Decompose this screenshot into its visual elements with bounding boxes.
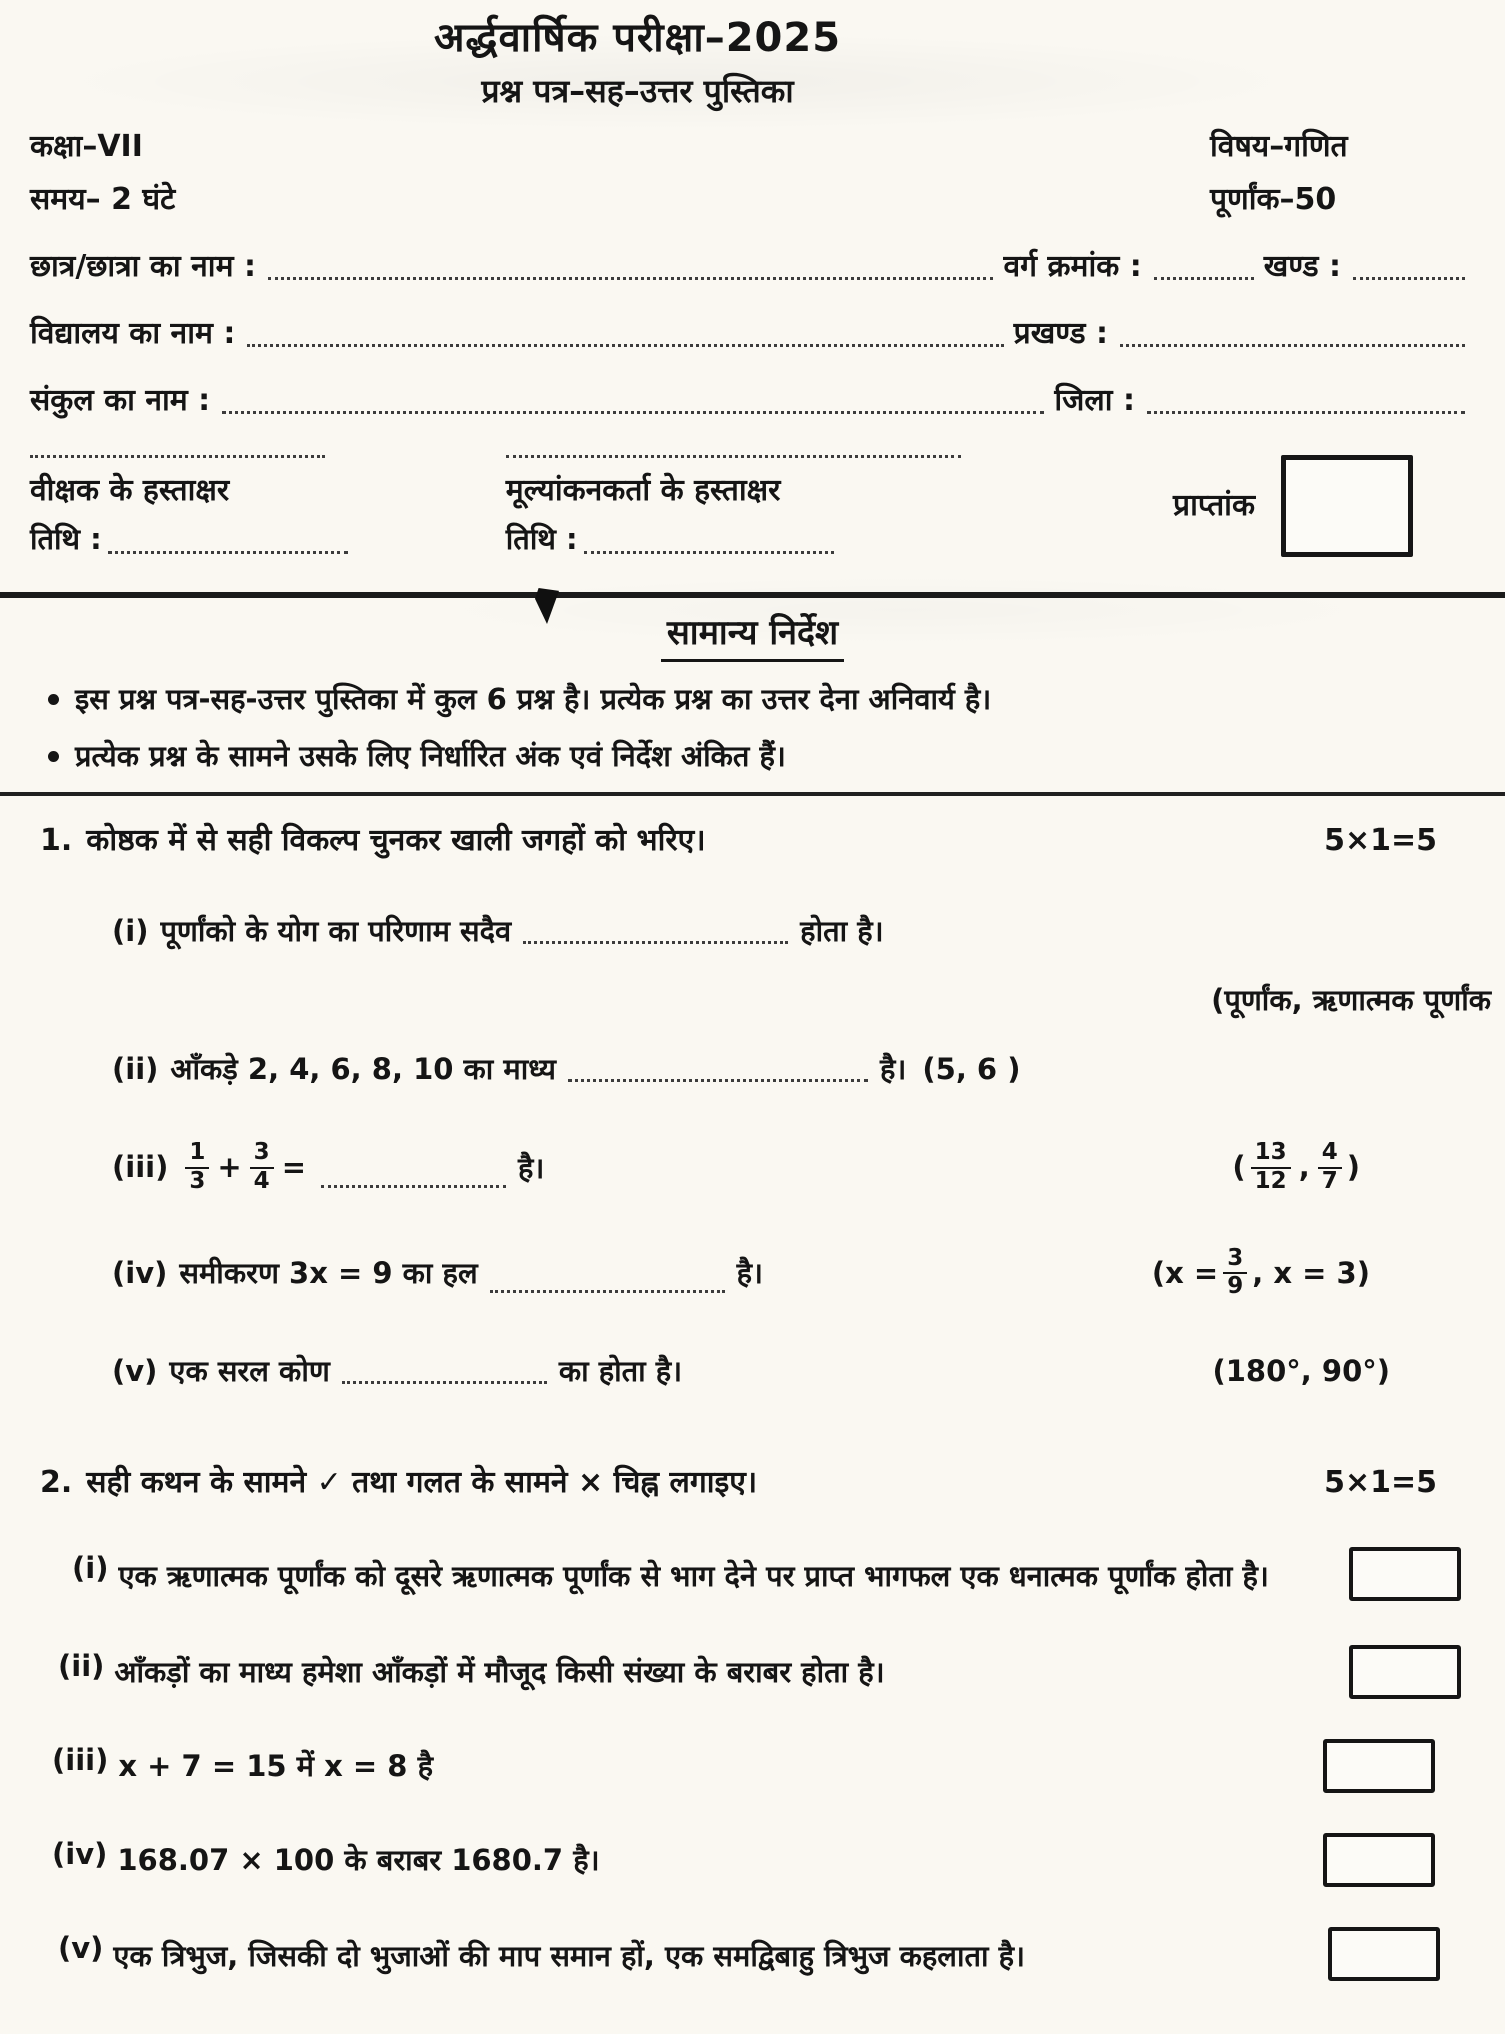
- q1-item-iv-options: [1152, 1246, 1370, 1300]
- q1-item-i-pre: पूर्णांको के योग का परिणाम सदैव: [160, 914, 512, 949]
- q1-item-iii-options: [1232, 1140, 1360, 1194]
- fill-blank: [523, 924, 788, 944]
- question-2-header: [30, 1460, 1475, 1501]
- block-field: [1120, 323, 1465, 347]
- instruction-text: इस प्रश्न पत्र-सह-उत्तर पुस्तिका में कुल 6 प्रश्न है। प्रत्येक प्रश्न का उत्तर देना अनिवार्य है।: [75, 682, 992, 716]
- q2-item-ii: [30, 1645, 1475, 1699]
- school-name-field: [247, 323, 1003, 347]
- question-2-text: सही कथन के सामने ✓ तथा गलत के सामने × चिह्न लगाइए।: [86, 1465, 758, 1501]
- fraction-denominator: 3: [189, 1167, 206, 1194]
- score-block: [1173, 455, 1413, 557]
- question-1-header: [30, 818, 1475, 859]
- instructions-heading-wrap: [30, 608, 1475, 662]
- q1-item-ii-options: (5, 6 ): [922, 1051, 1021, 1086]
- q1-item-ii-post: है।: [880, 1052, 907, 1087]
- q2-item-v-label: (v): [58, 1931, 104, 1966]
- school-name-label: विद्यालय का नाम :: [30, 316, 236, 351]
- question-2-marks: 5×1=5: [1324, 1465, 1437, 1501]
- fraction: [1318, 1140, 1342, 1194]
- evaluator-signature-block: [506, 455, 961, 558]
- evaluator-date-label: तिथि :: [505, 522, 578, 556]
- comma: ,: [1298, 1150, 1310, 1185]
- cluster-name-label: संकुल का नाम :: [30, 383, 211, 418]
- class-label: कक्षा–VII: [30, 129, 143, 164]
- q1-item-v: [112, 1351, 1475, 1390]
- answer-box: [1328, 1927, 1440, 1981]
- question-1-number: 1.: [40, 823, 73, 859]
- q1-item-iv-pre: समीकरण 3x = 9 का हल: [179, 1256, 478, 1291]
- q2-item-i: [30, 1547, 1475, 1605]
- q2-item-ii-text: आँकड़ों का माध्य हमेशा आँकड़ों में मौजूद किसी संख्या के बराबर होता है।: [114, 1654, 885, 1689]
- paren-open: (: [1232, 1150, 1246, 1185]
- bullet-icon: [48, 751, 59, 762]
- option-prefix: (x =: [1151, 1255, 1219, 1290]
- q1-item-i-options: (पूर्णांक, ऋणात्मक पूर्णांक: [1211, 983, 1491, 1018]
- fill-blank: [568, 1062, 868, 1082]
- section-field: [1353, 256, 1465, 280]
- fill-blank: [490, 1273, 725, 1293]
- invigilator-signature-label: वीक्षक के हस्ताक्षर: [30, 473, 230, 508]
- student-row: [30, 244, 1475, 285]
- q2-item-iii: [30, 1739, 1475, 1793]
- divider-rule-instructions: [0, 792, 1505, 796]
- q2-item-iv-label: (iv): [52, 1837, 108, 1872]
- q2-item-iii-label: (iii): [52, 1743, 109, 1778]
- fraction-numerator: 13: [1251, 1140, 1291, 1168]
- evaluator-signature-line: [506, 455, 961, 458]
- question-1-text: कोष्ठक में से सही विकल्प चुनकर खाली जगहों को भरिए।: [86, 823, 706, 859]
- q1-item-iv: [112, 1246, 1475, 1300]
- evaluator-signature-label: मूल्यांकनकर्ता के हस्ताक्षर: [505, 473, 781, 508]
- invigilator-date-field: [108, 530, 348, 554]
- fraction-denominator: 7: [1321, 1167, 1338, 1194]
- answer-box: [1349, 1645, 1461, 1699]
- district-field: [1147, 390, 1465, 414]
- invigilator-date-line: [30, 519, 358, 558]
- invigilator-date-label: तिथि :: [30, 522, 102, 556]
- plus-sign: +: [217, 1150, 242, 1185]
- evaluator-date-line: [506, 519, 961, 558]
- q2-item-ii-label: (ii): [58, 1649, 105, 1684]
- instruction-item: [48, 680, 1475, 719]
- equals-sign: =: [281, 1150, 306, 1185]
- q1-item-iii: [112, 1140, 1475, 1194]
- student-name-label: छात्र/छात्रा का नाम :: [30, 249, 256, 284]
- roll-no-field: [1154, 256, 1254, 280]
- fill-blank: [342, 1364, 547, 1384]
- q1-item-iii-post: है।: [518, 1150, 545, 1185]
- q1-item-v-pre: एक सरल कोण: [169, 1354, 330, 1389]
- q1-item-v-options: (180°, 90°): [1212, 1353, 1390, 1388]
- fraction-numerator: 3: [1223, 1246, 1247, 1274]
- q1-item-ii-pre: आँकड़े 2, 4, 6, 8, 10 का माध्य: [170, 1052, 556, 1087]
- section-label: खण्ड :: [1263, 249, 1341, 284]
- q1-item-ii: [112, 1049, 1475, 1088]
- fraction-numerator: 4: [1318, 1140, 1342, 1168]
- cluster-row: [30, 378, 1475, 419]
- q1-item-v-post: का होता है।: [558, 1354, 683, 1389]
- q1-item-ii-label: (ii): [112, 1051, 159, 1086]
- paper-header: [30, 8, 1475, 112]
- district-label: जिला :: [1054, 383, 1135, 418]
- divider-rule-top: [0, 592, 1505, 598]
- answer-box: [1349, 1547, 1461, 1601]
- answer-box: [1323, 1739, 1435, 1793]
- q1-item-i-post: होता है।: [800, 914, 884, 949]
- cluster-name-field: [222, 390, 1044, 414]
- q1-item-v-label: (v): [112, 1353, 158, 1388]
- signature-section: [30, 455, 1475, 558]
- answer-box: [1323, 1833, 1435, 1887]
- option-suffix: , x = 3): [1252, 1255, 1370, 1290]
- q2-item-i-text: एक ऋणात्मक पूर्णांक को दूसरे ऋणात्मक पूर्णांक से भाग देने पर प्राप्त भागफल एक धनात्मक पूर्णांक होता है।: [118, 1558, 1269, 1593]
- fraction: [185, 1140, 209, 1194]
- school-row: [30, 311, 1475, 352]
- invigilator-signature-block: [30, 455, 358, 558]
- fraction-denominator: 9: [1227, 1273, 1244, 1300]
- fraction-denominator: 4: [253, 1167, 270, 1194]
- q1-item-iii-label: (iii): [112, 1150, 169, 1185]
- q1-item-i: [112, 911, 1475, 950]
- page-title: अर्द्धवार्षिक परीक्षा–2025: [433, 15, 842, 61]
- score-box: [1281, 455, 1413, 557]
- instructions-heading: सामान्य निर्देश: [661, 608, 844, 662]
- evaluator-date-field: [584, 530, 834, 554]
- q2-item-v: [30, 1927, 1475, 1985]
- q1-item-iv-label: (iv): [112, 1255, 168, 1290]
- instruction-text: प्रत्येक प्रश्न के सामने उसके लिए निर्धारित अंक एवं निर्देश अंकित हैं।: [75, 739, 786, 774]
- student-name-field: [268, 256, 994, 280]
- meta-row-1: [30, 124, 1475, 165]
- bullet-icon: [48, 694, 59, 705]
- instruction-item: [48, 737, 1475, 776]
- fraction-denominator: 12: [1254, 1167, 1287, 1194]
- q2-item-iv-text: 168.07 × 100 के बराबर 1680.7 है।: [117, 1842, 600, 1877]
- q2-item-i-label: (i): [72, 1551, 109, 1586]
- fraction-numerator: 3: [250, 1140, 274, 1168]
- fraction-numerator: 1: [185, 1140, 209, 1168]
- full-marks-label: पूर्णांक–50: [1210, 182, 1337, 217]
- time-label: समय– 2 घंटे: [30, 182, 176, 217]
- q1-item-iv-post: है।: [736, 1256, 763, 1291]
- fraction: [1223, 1246, 1247, 1300]
- q2-item-v-text: एक त्रिभुज, जिसकी दो भुजाओं की माप समान हों, एक समद्विबाहु त्रिभुज कहलाता है।: [113, 1938, 1025, 1973]
- score-label: प्राप्तांक: [1173, 488, 1255, 523]
- question-2-number: 2.: [40, 1465, 73, 1501]
- block-label: प्रखण्ड :: [1013, 316, 1108, 351]
- roll-no-label: वर्ग क्रमांक :: [1003, 249, 1142, 284]
- fraction: [1251, 1140, 1291, 1194]
- meta-row-2: [30, 177, 1475, 218]
- subject-label: विषय–गणित: [1210, 129, 1348, 164]
- q1-item-i-label: (i): [112, 913, 149, 948]
- page-subtitle: प्रश्न पत्र–सह–उत्तर पुस्तिका: [481, 72, 794, 110]
- question-1-marks: 5×1=5: [1324, 823, 1437, 859]
- fraction: [250, 1140, 274, 1194]
- q2-item-iv: [30, 1833, 1475, 1887]
- invigilator-signature-line: [30, 455, 325, 458]
- q2-item-iii-text: x + 7 = 15 में x = 8 है: [118, 1748, 433, 1783]
- fill-blank: [321, 1168, 506, 1188]
- paren-close: ): [1346, 1150, 1360, 1185]
